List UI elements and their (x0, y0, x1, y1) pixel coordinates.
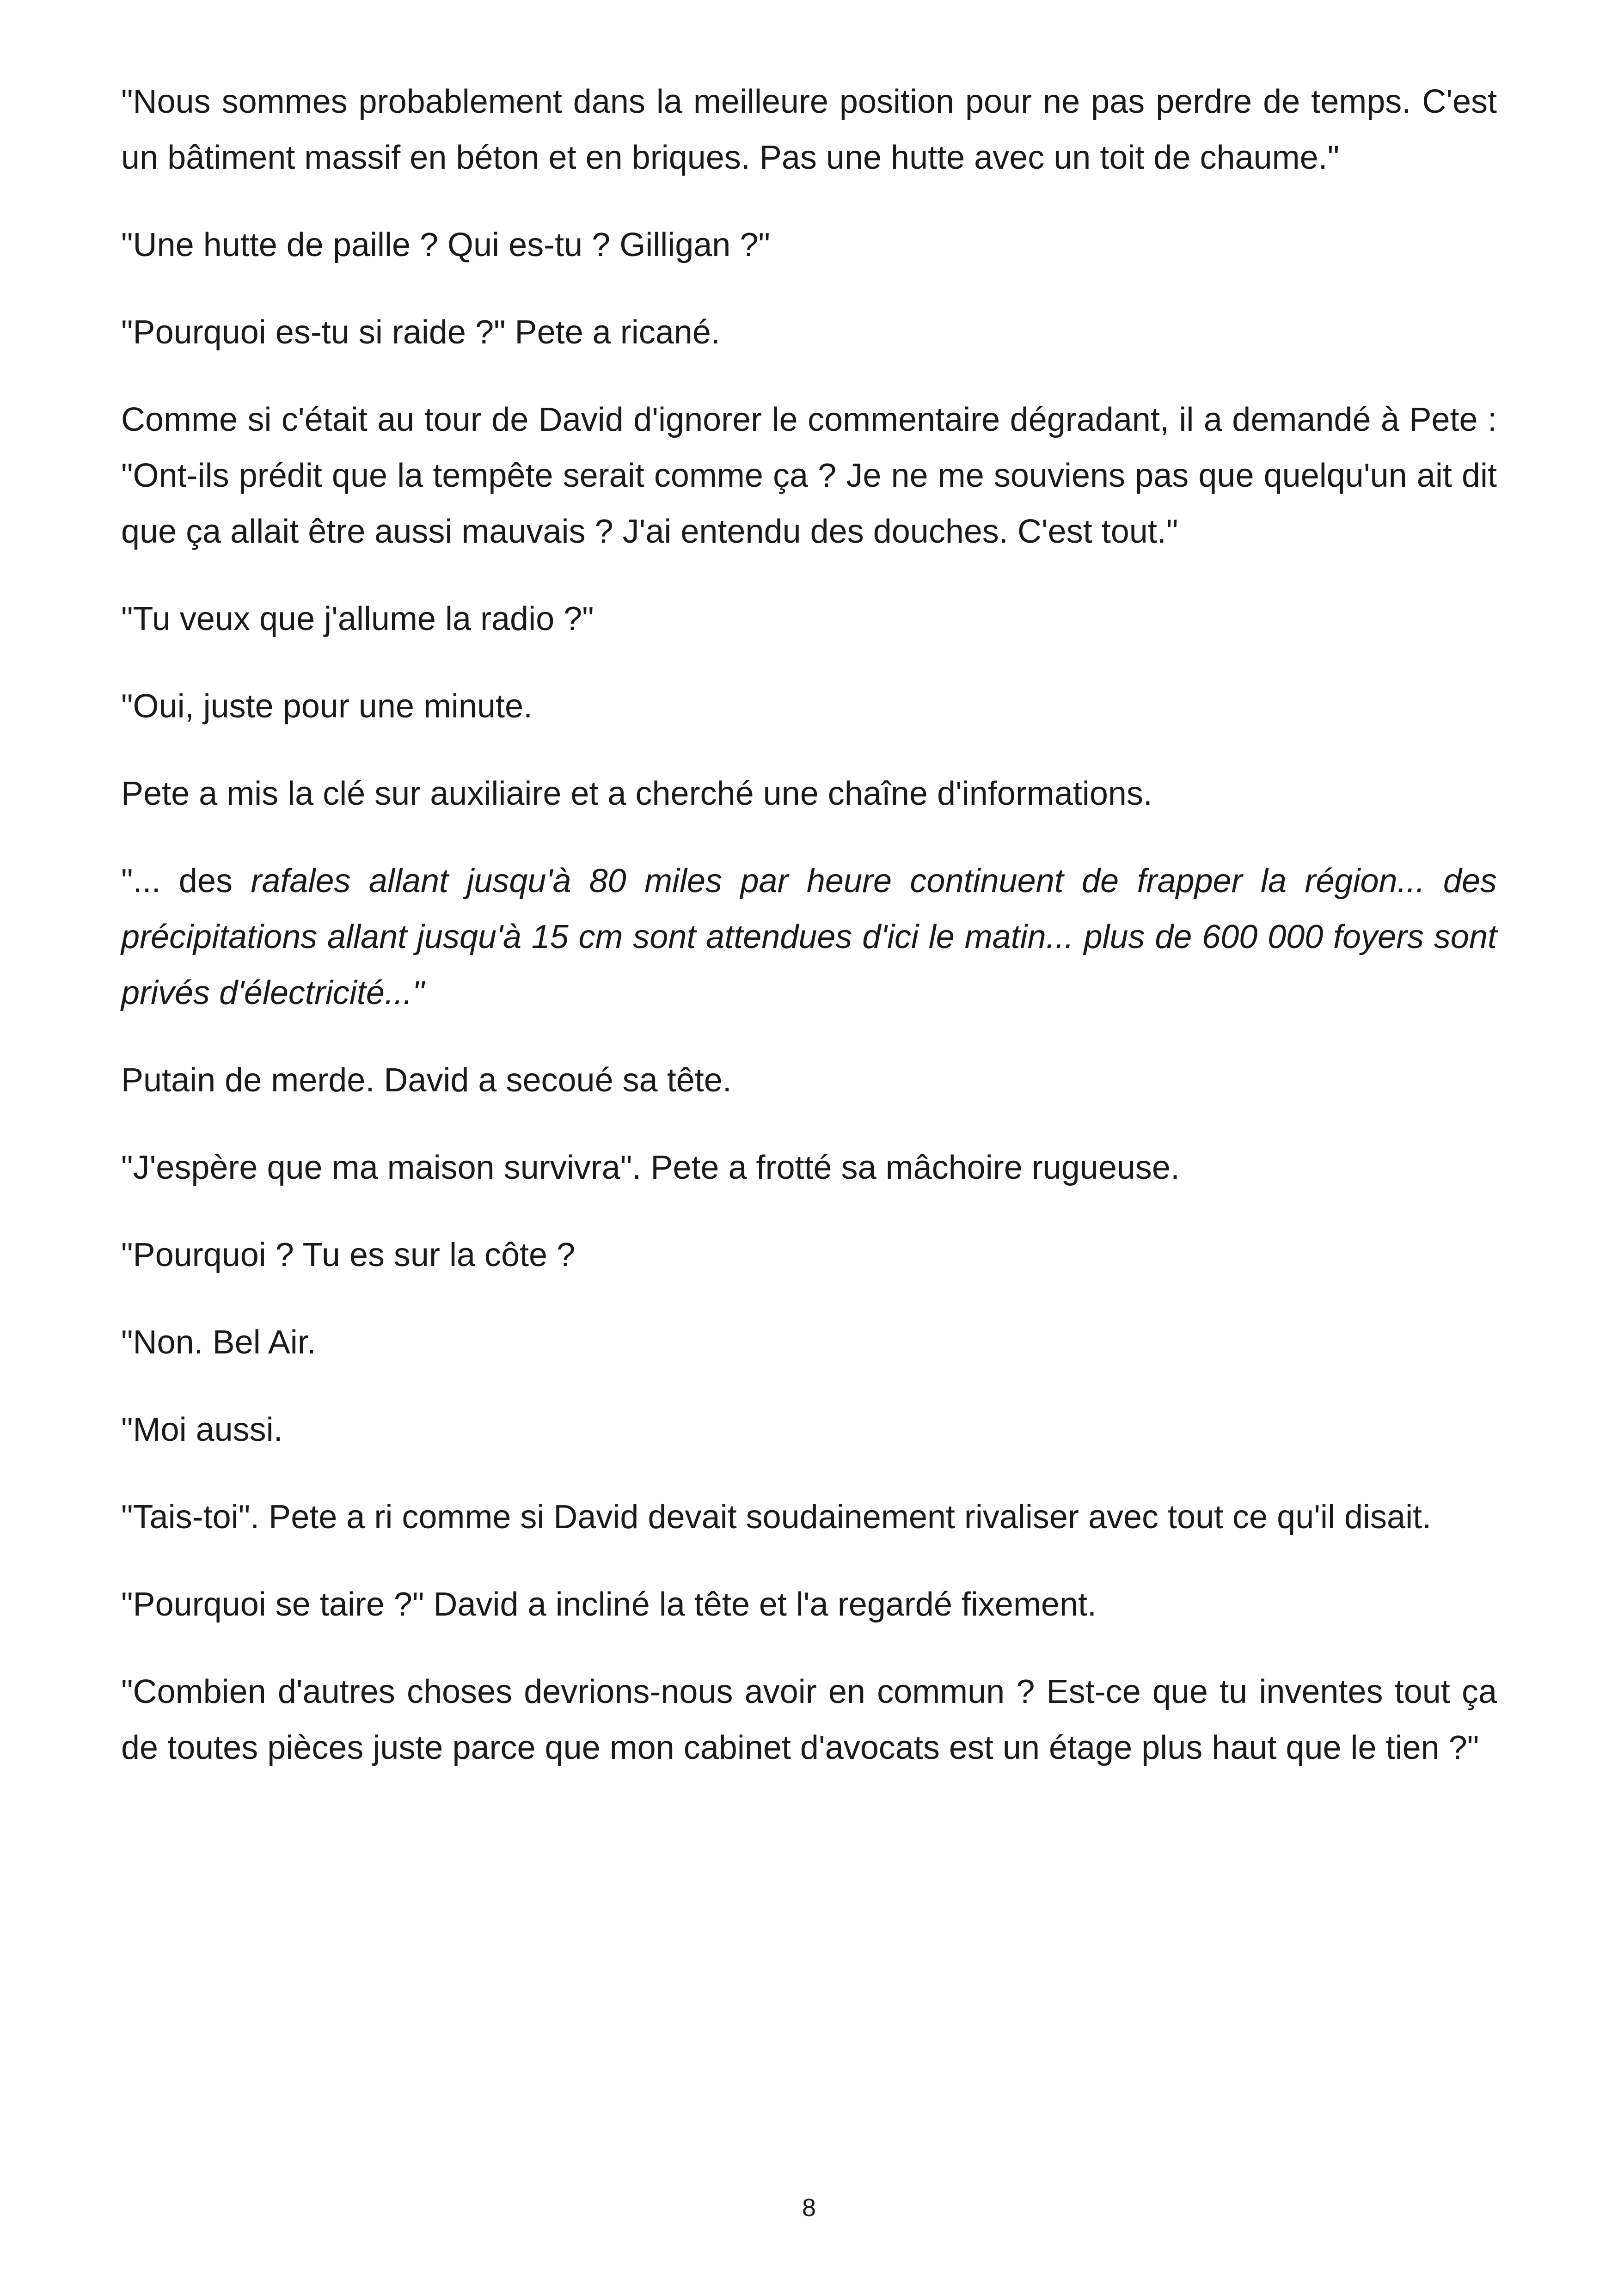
text-segment: "Combien d'autres choses devrions-nous avoir en commun ? Est-ce que tu inventes tout ça de toutes pièces juste parce que mon cabinet d'avocats est un étage plus haut que le tien ?" (121, 1673, 1497, 1766)
paragraph (121, 305, 1497, 361)
text-segment: "... des (121, 863, 251, 900)
body-text (121, 74, 1497, 1807)
text-segment: "Tais-toi". Pete a ri comme si David devait soudainement rivaliser avec tout ce qu'il disait. (121, 1499, 1432, 1536)
paragraph (121, 1140, 1497, 1196)
paragraph (121, 1227, 1497, 1283)
paragraph (121, 74, 1497, 186)
paragraph (121, 766, 1497, 822)
paragraph (121, 679, 1497, 735)
text-segment: "Pourquoi ? Tu es sur la côte ? (121, 1237, 576, 1274)
text-segment: "Pourquoi es-tu si raide ?" Pete a ricané. (121, 314, 720, 351)
text-segment: "Oui, juste pour une minute. (121, 688, 533, 725)
text-segment: Pete a mis la clé sur auxiliaire et a cherché une chaîne d'informations. (121, 775, 1152, 812)
text-segment: Putain de merde. David a secoué sa tête. (121, 1062, 732, 1099)
text-segment: "Tu veux que j'allume la radio ?" (121, 600, 594, 637)
text-segment: "Une hutte de paille ? Qui es-tu ? Gilligan ?" (121, 227, 770, 263)
text-segment: Comme si c'était au tour de David d'ignorer le commentaire dégradant, il a demandé à Pete : "Ont-ils prédit que la tempête serait comme ça ? Je ne me souviens pas que quelqu'un ait dit que ça allait être aussi mauvais ? J'ai entendu des douches. C'est tout." (121, 401, 1497, 550)
text-segment: "J'espère que ma maison survivra". Pete a frotté sa mâchoire rugueuse. (121, 1149, 1180, 1186)
text-segment: "Non. Bel Air. (121, 1324, 316, 1361)
text-segment: "Moi aussi. (121, 1411, 283, 1448)
page-number: 8 (802, 2194, 816, 2222)
paragraph (121, 1053, 1497, 1108)
italic-text-segment: rafales allant jusqu'à 80 miles par heure continuent de frapper la région... des précipitations allant jusqu'à 15 cm sont attendues d'ici le matin... plus de 600 000 foyers sont privés d'électricité..." (121, 863, 1497, 1011)
paragraph (121, 392, 1497, 560)
paragraph (121, 1489, 1497, 1545)
paragraph (121, 1402, 1497, 1458)
paragraph (121, 853, 1497, 1021)
text-segment: "Nous sommes probablement dans la meilleure position pour ne pas perdre de temps. C'est un bâtiment massif en béton et en briques. Pas une hutte avec un toit de chaume." (121, 83, 1497, 176)
text-segment: "Pourquoi se taire ?" David a incliné la tête et l'a regardé fixement. (121, 1586, 1097, 1623)
paragraph (121, 217, 1497, 273)
paragraph (121, 1577, 1497, 1633)
paragraph (121, 591, 1497, 647)
paragraph (121, 1664, 1497, 1776)
paragraph (121, 1315, 1497, 1371)
